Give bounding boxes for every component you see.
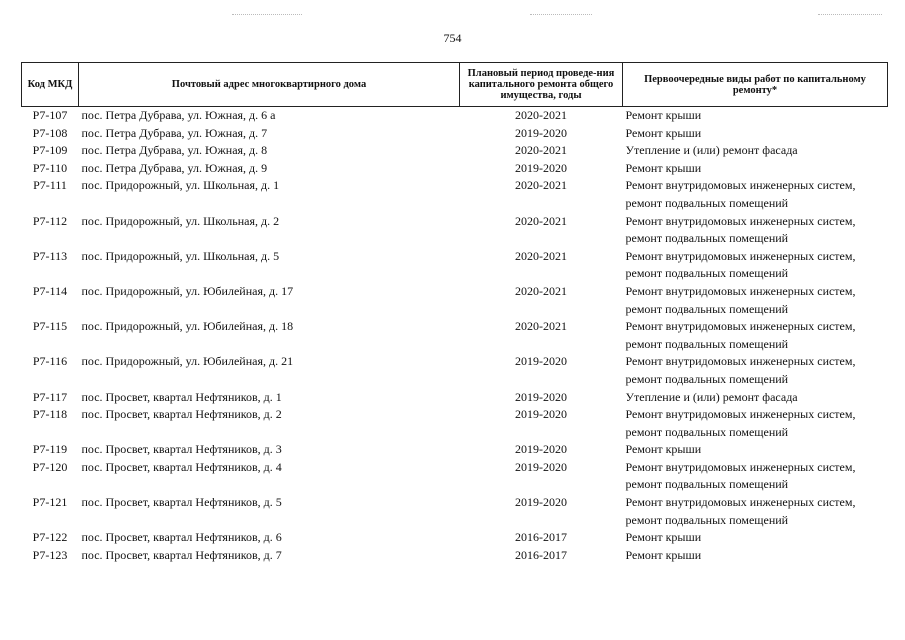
- header-period: Плановый период проведе-ния капитального ремонта общего имущества, годы: [460, 63, 623, 107]
- table-row: [22, 459, 888, 494]
- work-line: ремонт подвальных помещений: [625, 301, 789, 316]
- cell-period: 2019-2020: [515, 160, 567, 175]
- table-row: [22, 529, 888, 547]
- cell-code: Р7-108: [32, 125, 68, 140]
- cell-period: 2019-2020: [515, 495, 567, 510]
- cell-period: 2019-2020: [515, 407, 567, 422]
- cell-work-types: [623, 353, 888, 388]
- table-row: [22, 248, 888, 283]
- cell-code: Р7-110: [32, 160, 68, 175]
- work-line: ремонт подвальных помещений: [625, 336, 789, 351]
- table-row: [22, 213, 888, 248]
- work-line: Ремонт внутридомовых инженерных систем,: [625, 248, 856, 263]
- cell-address: пос. Просвет, квартал Нефтяников, д. 7: [81, 547, 282, 562]
- work-line: ремонт подвальных помещений: [625, 195, 789, 210]
- work-line: Ремонт крыши: [625, 108, 702, 122]
- cell-code: Р7-122: [32, 530, 68, 545]
- cell-code: Р7-114: [32, 283, 68, 298]
- table-row: [22, 494, 888, 529]
- cell-period: 2020-2021: [515, 108, 567, 122]
- work-line: ремонт подвальных помещений: [625, 371, 789, 386]
- table-row: [22, 142, 888, 160]
- cell-code: Р7-123: [32, 547, 68, 562]
- table-row: [22, 547, 888, 565]
- work-line: Утепление и (или) ремонт фасада: [625, 143, 798, 158]
- work-line: Ремонт внутридомовых инженерных систем,: [625, 459, 856, 474]
- cell-address: пос. Просвет, квартал Нефтяников, д. 2: [81, 407, 282, 422]
- table-row: [22, 406, 888, 441]
- work-line: Ремонт крыши: [625, 530, 702, 545]
- cell-work-types: [623, 529, 888, 547]
- cell-period: 2019-2020: [515, 354, 567, 369]
- cell-work-types: [623, 494, 888, 529]
- table-header-row: [22, 63, 888, 107]
- cell-address: пос. Просвет, квартал Нефтяников, д. 3: [81, 442, 282, 457]
- table-row: [22, 318, 888, 353]
- cell-address: пос. Петра Дубрава, ул. Южная, д. 6 а: [81, 108, 276, 122]
- page-number: 754: [443, 31, 462, 45]
- cell-code: Р7-107: [32, 108, 68, 122]
- work-line: Ремонт внутридомовых инженерных систем,: [625, 178, 856, 193]
- work-line: Ремонт внутридомовых инженерных систем,: [625, 283, 856, 298]
- cell-work-types: [623, 441, 888, 459]
- scan-artifact-left: [232, 14, 302, 16]
- cell-code: Р7-118: [32, 407, 68, 422]
- header-work-types: Первоочередные виды работ по капитальному ремонту*: [623, 63, 888, 107]
- work-line: Ремонт крыши: [625, 547, 702, 562]
- work-line: Ремонт крыши: [625, 125, 702, 140]
- work-line: Ремонт крыши: [625, 160, 702, 175]
- cell-address: пос. Просвет, квартал Нефтяников, д. 4: [81, 459, 282, 474]
- scan-artifact-center: [530, 14, 592, 16]
- work-line: ремонт подвальных помещений: [625, 424, 789, 439]
- cell-period: 2019-2020: [515, 459, 567, 474]
- cell-work-types: [623, 547, 888, 565]
- cell-work-types: [623, 107, 888, 125]
- work-line: Ремонт внутридомовых инженерных систем,: [625, 495, 856, 510]
- cell-code: Р7-111: [33, 178, 67, 193]
- cell-work-types: [623, 248, 888, 283]
- cell-period: 2016-2017: [515, 547, 567, 562]
- cell-work-types: [623, 125, 888, 143]
- scan-artifact-right: [818, 14, 882, 16]
- cell-address: пос. Придорожный, ул. Школьная, д. 1: [81, 178, 280, 193]
- work-line: ремонт подвальных помещений: [625, 477, 789, 492]
- cell-address: пос. Придорожный, ул. Юбилейная, д. 17: [81, 283, 294, 298]
- cell-period: 2019-2020: [515, 389, 567, 404]
- cell-work-types: [623, 406, 888, 441]
- table-row: [22, 177, 888, 212]
- cell-address: пос. Придорожный, ул. Школьная, д. 2: [81, 213, 280, 228]
- cell-address: пос. Петра Дубрава, ул. Южная, д. 9: [81, 160, 268, 175]
- cell-period: 2020-2021: [515, 319, 567, 334]
- work-line: ремонт подвальных помещений: [625, 266, 789, 281]
- work-line: Ремонт крыши: [625, 442, 702, 457]
- header-code: Код МКД: [22, 63, 79, 107]
- table-row: [22, 353, 888, 388]
- cell-code: Р7-120: [32, 459, 68, 474]
- cell-address: пос. Петра Дубрава, ул. Южная, д. 8: [81, 143, 268, 158]
- cell-address: пос. Придорожный, ул. Юбилейная, д. 18: [81, 319, 294, 334]
- cell-code: Р7-115: [32, 319, 68, 334]
- work-line: Ремонт внутридомовых инженерных систем,: [625, 407, 856, 422]
- table-row: [22, 441, 888, 459]
- cell-work-types: [623, 389, 888, 407]
- cell-address: пос. Просвет, квартал Нефтяников, д. 6: [81, 530, 282, 545]
- cell-period: 2020-2021: [515, 248, 567, 263]
- cell-address: пос. Петра Дубрава, ул. Южная, д. 7: [81, 125, 268, 140]
- table-row: [22, 389, 888, 407]
- cell-work-types: [623, 283, 888, 318]
- cell-period: 2020-2021: [515, 178, 567, 193]
- cell-code: Р7-113: [32, 248, 68, 263]
- cell-code: Р7-119: [32, 442, 68, 457]
- header-address: Почтовый адрес многоквартирного дома: [79, 63, 460, 107]
- cell-code: Р7-109: [32, 143, 68, 158]
- table-row: [22, 125, 888, 143]
- cell-period: 2019-2020: [515, 125, 567, 140]
- work-line: Утепление и (или) ремонт фасада: [625, 389, 798, 404]
- work-line: ремонт подвальных помещений: [625, 231, 789, 246]
- table-row: [22, 283, 888, 318]
- cell-address: пос. Просвет, квартал Нефтяников, д. 5: [81, 495, 282, 510]
- table-row: [22, 160, 888, 178]
- cell-work-types: [623, 459, 888, 494]
- cell-code: Р7-112: [32, 213, 68, 228]
- cell-work-types: [623, 142, 888, 160]
- work-line: Ремонт внутридомовых инженерных систем,: [625, 354, 856, 369]
- cell-period: 2020-2021: [515, 213, 567, 228]
- work-line: ремонт подвальных помещений: [625, 512, 789, 527]
- cell-code: Р7-121: [32, 495, 68, 510]
- work-line: Ремонт внутридомовых инженерных систем,: [625, 213, 856, 228]
- cell-work-types: [623, 318, 888, 353]
- cell-code: Р7-117: [32, 389, 68, 404]
- table-row: [22, 107, 888, 125]
- cell-address: пос. Придорожный, ул. Юбилейная, д. 21: [81, 354, 294, 369]
- cell-work-types: [623, 177, 888, 212]
- cell-code: Р7-116: [32, 354, 68, 369]
- cell-address: пос. Просвет, квартал Нефтяников, д. 1: [81, 389, 282, 404]
- cell-work-types: [623, 213, 888, 248]
- cell-period: 2019-2020: [515, 442, 567, 457]
- cell-address: пос. Придорожный, ул. Школьная, д. 5: [81, 248, 280, 263]
- work-line: Ремонт внутридомовых инженерных систем,: [625, 319, 856, 334]
- cell-period: 2020-2021: [515, 283, 567, 298]
- repair-schedule-table: [21, 62, 888, 564]
- cell-period: 2016-2017: [515, 530, 567, 545]
- cell-work-types: [623, 160, 888, 178]
- cell-period: 2020-2021: [515, 143, 567, 158]
